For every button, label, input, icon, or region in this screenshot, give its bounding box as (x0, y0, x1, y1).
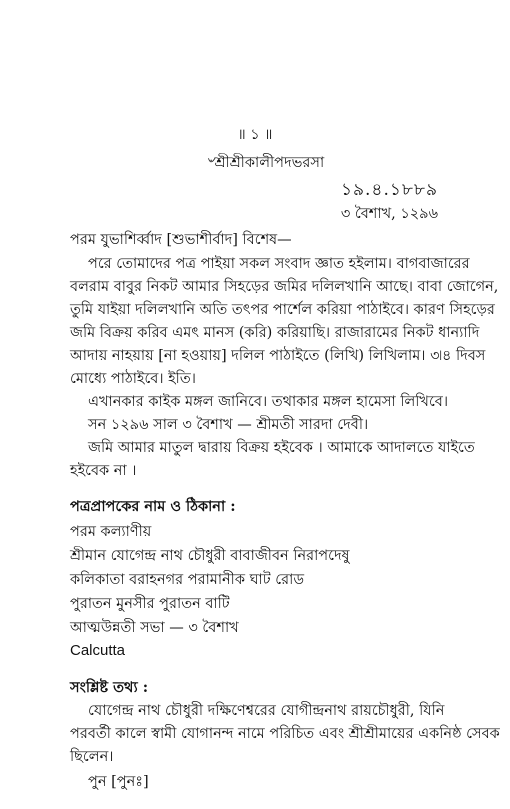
address-line: শ্রীমান যোগেন্দ্র নাথ চৌধুরী বাবাজীবন নিরাপদেষু (70, 548, 350, 564)
date-gregorian: ১৯.৪.১৮৮৯ (340, 180, 438, 200)
invocation: ৺শ্রীশ্রীকালীপদভরসা (205, 155, 325, 171)
body-line: বলরাম বাবুর নিকট আমার সিহড়ের জমির দলিলখানি আছে। বাবা জোগেন, (70, 279, 499, 295)
address-line: পুরাতন মুনসীর পুরাতন বাটি (70, 596, 230, 612)
body-line: এখানকার কাইক মঙ্গল জানিবে। তথাকার মঙ্গল হামেসা লিখিবে। (88, 394, 449, 410)
body-line: মোধ্যে পাঠাইবে। ইতি। (70, 371, 196, 387)
address-line: আত্মউন্নতী সভা — ৩ বৈশাখ (70, 620, 239, 636)
footer-note: পুন [পুনঃ] (88, 774, 149, 790)
date-bengali: ৩ বৈশাখ, ১২৯৬ (340, 206, 438, 222)
info-line: ছিলেন। (70, 749, 114, 765)
postscript-line: হইবেক না । (70, 463, 137, 479)
info-line: যোগেন্দ্র নাথ চৌধুরী দক্ষিণেশ্বরের যোগীন্দ্রনাথ রায়চৌধুরী, যিনি (88, 703, 445, 719)
postscript-line: জমি আমার মাতুল দ্বারায় বিক্রয় হইবেক । আমাকে আদালতে যাইতে (88, 440, 475, 456)
letter-number: ॥ ১ ॥ (237, 127, 273, 143)
body-line: আদায় নাহয়ায় [না হওয়ায়] দলিল পাঠাইতে (লিখি) লিখিলাম। ৩৷৪ দিবস (70, 348, 486, 364)
body-line: জমি বিক্রয় করিব এমৎ মানস (করি) করিয়াছি। রাজারামের নিকট ধান্যাদি (70, 325, 480, 341)
body-line: তুমি যাইয়া দলিলখানি অতি তৎপর পার্শেল করিয়া পাঠাইবে। কারণ সিহড়ের (70, 302, 495, 318)
address-line: কলিকাতা বরাহনগর পরামানীক ঘাট রোড (70, 572, 304, 588)
address-city: Calcutta (70, 642, 126, 659)
salutation: পরম যুভাশির্ব্বাদ [শুভাশীর্বাদ] বিশেষ— (70, 232, 292, 248)
address-line: পরম কল্যাণীয় (70, 524, 152, 540)
info-line: পরবর্তী কালে স্বামী যোগানন্দ নামে পরিচিত এবং শ্রীশ্রীমায়ের একনিষ্ঠ সেবক (70, 726, 500, 742)
info-heading: সংশ্লিষ্ট তথ্য : (70, 679, 149, 696)
body-line: পরে তোমাদের পত্র পাইয়া সকল সংবাদ জ্ঞাত হইলাম। বাগবাজারের (88, 256, 470, 272)
address-heading: পত্রপ্রাপকের নাম ও ঠিকানা : (70, 498, 236, 515)
signature-line: সন ১২৯৬ সাল ৩ বৈশাখ — শ্রীমতী সারদা দেবী। (88, 417, 369, 433)
